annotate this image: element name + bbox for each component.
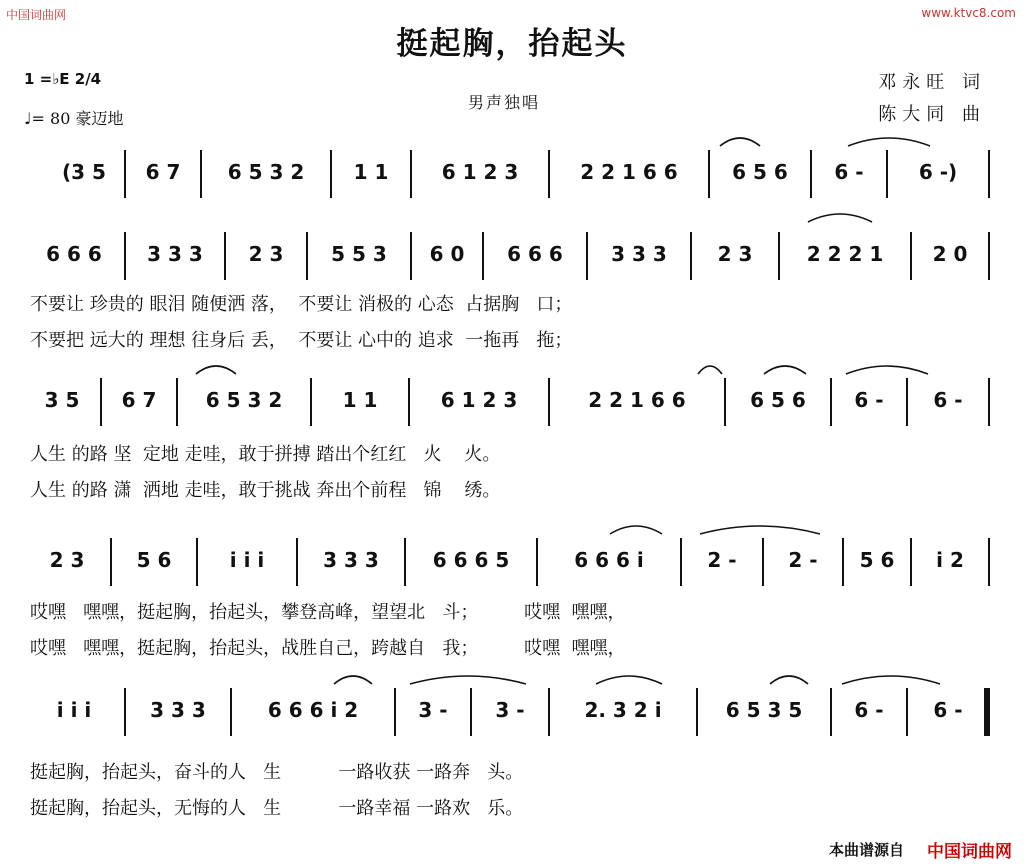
- measure-notes: 2. 3 2 i: [584, 698, 662, 722]
- measure-notes: 3 3 3: [147, 242, 203, 266]
- source-label: 本曲谱源自: [828, 841, 904, 859]
- slur: [808, 214, 872, 222]
- lyric-line: 哎嘿 嘿嘿，挺起胸，抬起头，战胜自己，跨越自 我； 哎嘿 嘿嘿，: [30, 638, 626, 659]
- measure-notes: 6 1 2 3: [440, 388, 518, 412]
- measure-notes: 5 6: [136, 548, 172, 572]
- measure-notes: 3 -: [495, 698, 525, 722]
- slur: [410, 676, 526, 684]
- measure-notes: 2 2 2 1: [806, 242, 884, 266]
- measure-notes: 2 2 1 6 6: [588, 388, 686, 412]
- measure-notes: 2 0: [932, 242, 968, 266]
- lyric-line: 人生 的路 潇 洒地 走哇，敢于挑战 奔出个前程 锦 绣。: [30, 480, 501, 501]
- key-signature: 1 =♭E 2/4: [24, 70, 102, 88]
- slur: [770, 676, 808, 684]
- measure-notes: 6 -): [918, 160, 958, 184]
- slur: [698, 366, 722, 374]
- measure-notes: 6 6 6: [46, 242, 102, 266]
- lyric-line: 人生 的路 坚 定地 走哇，敢于拼搏 踏出个红红 火 火。: [30, 444, 501, 465]
- measure-notes: 6 5 3 2: [227, 160, 305, 184]
- measure-notes: 6 0: [429, 242, 465, 266]
- measure-notes: 2 3: [49, 548, 85, 572]
- source-site: 中国词曲网: [927, 842, 1012, 862]
- watermark-right: www.ktvc8.com: [921, 6, 1016, 20]
- slur: [720, 138, 760, 146]
- measure-notes: 6 5 6: [750, 388, 806, 412]
- measure-notes: 6 6 6 i 2: [267, 698, 359, 722]
- measure-notes: 2 -: [788, 548, 818, 572]
- slur: [196, 366, 236, 374]
- measure-notes: 2 -: [707, 548, 737, 572]
- slur: [846, 366, 928, 374]
- lyricist-credit: 邓永旺 词: [878, 72, 986, 93]
- measure-notes: 2 3: [248, 242, 284, 266]
- measure-notes: i i i: [56, 698, 92, 722]
- lyric-line: 不要把 远大的 理想 往身后 丢， 不要让 心中的 追求 一拖再 拖；: [30, 330, 573, 351]
- lyric-line: 不要让 珍贵的 眼泪 随便洒 落， 不要让 消极的 心态 占据胸 口；: [30, 294, 573, 315]
- measure-notes: 6 -: [854, 388, 884, 412]
- tempo-marking: ♩= 80 豪迈地: [24, 109, 124, 128]
- measure-notes: 3 3 3: [611, 242, 667, 266]
- slur: [842, 676, 940, 684]
- measure-notes: 2 3: [717, 242, 753, 266]
- measure-notes: 6 6 6: [507, 242, 563, 266]
- measure-notes: 6 -: [933, 388, 963, 412]
- measure-notes: 1 1: [342, 388, 378, 412]
- measure-notes: 3 -: [418, 698, 448, 722]
- lyric-line: 挺起胸，抬起头，奋斗的人 生 一路收获 一路奔 头。: [30, 762, 524, 783]
- measure-notes: 6 7: [121, 388, 157, 412]
- measure-notes: 6 5 3 5: [725, 698, 803, 722]
- slur: [764, 366, 806, 374]
- measure-notes: 6 -: [834, 160, 864, 184]
- slur: [700, 526, 820, 534]
- measure-notes: 5 5 3: [331, 242, 387, 266]
- slur: [610, 526, 662, 534]
- measure-notes: 6 7: [145, 160, 181, 184]
- measure-notes: 6 1 2 3: [441, 160, 519, 184]
- slur: [334, 676, 372, 684]
- measure-notes: 6 5 3 2: [205, 388, 283, 412]
- measure-notes: 6 6 6 5: [432, 548, 510, 572]
- lyric-line: 挺起胸，抬起头，无悔的人 生 一路幸福 一路欢 乐。: [30, 798, 524, 819]
- lyric-line: 哎嘿 嘿嘿，挺起胸，抬起头，攀登高峰，望望北 斗； 哎嘿 嘿嘿，: [30, 602, 626, 623]
- measure-notes: 2 2 1 6 6: [580, 160, 678, 184]
- measure-notes: 3 3 3: [150, 698, 206, 722]
- measure-notes: (3 5: [62, 160, 106, 184]
- watermark-left: 中国词曲网: [6, 8, 67, 22]
- slur: [848, 138, 930, 146]
- measure-notes: 6 -: [854, 698, 884, 722]
- measure-notes: 6 -: [933, 698, 963, 722]
- measure-notes: 6 5 6: [732, 160, 788, 184]
- composer-credit: 陈大同 曲: [878, 104, 986, 125]
- measure-notes: 5 6: [859, 548, 895, 572]
- measure-notes: 1 1: [353, 160, 389, 184]
- measure-notes: i 2: [936, 548, 964, 572]
- song-title: 挺起胸，抬起头: [396, 26, 628, 62]
- measure-notes: 3 3 3: [323, 548, 379, 572]
- measure-notes: 6 6 6 i: [574, 548, 644, 572]
- slur: [596, 676, 662, 684]
- measure-notes: 3 5: [44, 388, 80, 412]
- measure-notes: i i i: [229, 548, 265, 572]
- performance-type: 男声独唱: [468, 93, 541, 112]
